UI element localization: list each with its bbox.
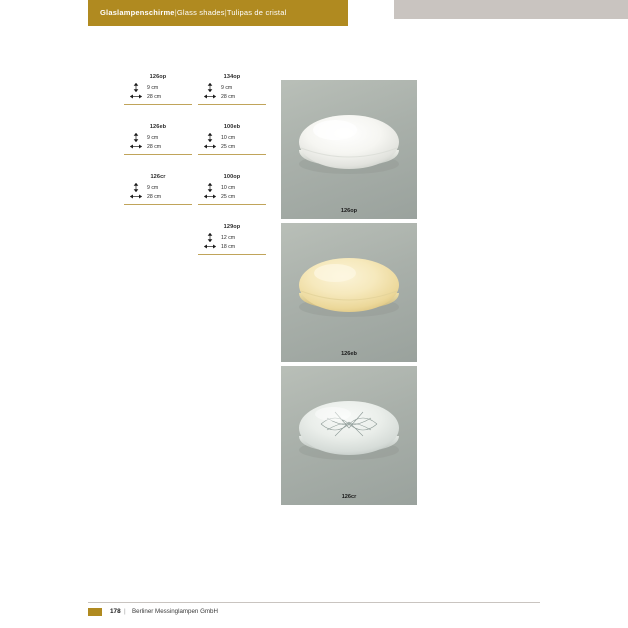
spec-code: 100op (223, 174, 241, 180)
page-title (100, 8, 286, 17)
spec-height-row (198, 233, 266, 242)
spec-width-value: 28 cm (147, 143, 162, 150)
title-separator-2: | (224, 8, 227, 17)
vertical-double-arrow-icon (204, 83, 216, 92)
spec-block (198, 124, 266, 155)
spec-block (124, 74, 192, 105)
spec-width-value: 28 cm (147, 93, 162, 100)
spec-height-value: 12 cm (221, 234, 236, 241)
footer-divider (88, 602, 540, 603)
spec-width-row (198, 142, 266, 151)
spec-width-value: 18 cm (221, 243, 236, 250)
spec-height-value: 9 cm (147, 84, 159, 91)
horizontal-double-arrow-icon (204, 192, 216, 201)
page-title-en: Glass shades (176, 8, 225, 17)
horizontal-double-arrow-icon (130, 192, 142, 201)
spec-block (198, 224, 266, 255)
white-opal-dome (281, 80, 417, 219)
page-header (0, 0, 628, 26)
vertical-double-arrow-icon (204, 133, 216, 142)
company-name: Berliner Messinglampen GmbH (132, 608, 218, 615)
spec-code: 126op (149, 74, 167, 80)
spec-block (124, 124, 192, 155)
spec-height-row (124, 183, 192, 192)
spec-code: 126eb (149, 124, 167, 130)
horizontal-double-arrow-icon (130, 142, 142, 151)
horizontal-double-arrow-icon (204, 242, 216, 251)
page-footer (0, 596, 628, 628)
spec-block (198, 174, 266, 205)
spec-height-row (124, 133, 192, 142)
spec-block (198, 74, 266, 105)
clear-etched-dome (281, 366, 417, 505)
vertical-double-arrow-icon (130, 133, 142, 142)
spec-height-row (198, 183, 266, 192)
horizontal-double-arrow-icon (204, 92, 216, 101)
page-number: 178 (110, 608, 121, 615)
page-title-es: Tulipas de cristal (226, 8, 287, 17)
spec-width-row (198, 242, 266, 251)
spec-width-value: 28 cm (147, 193, 162, 200)
spec-height-value: 9 cm (147, 134, 159, 141)
spec-code: 100eb (223, 124, 241, 130)
title-separator-1: | (174, 8, 177, 17)
spec-width-row (124, 192, 192, 201)
spec-width-value: 25 cm (221, 193, 236, 200)
spec-code: 126cr (150, 174, 166, 180)
spec-height-value: 9 cm (221, 84, 233, 91)
header-gray-band (394, 0, 628, 19)
vertical-double-arrow-icon (130, 183, 142, 192)
spec-code: 129op (223, 224, 241, 230)
spec-height-row (198, 133, 266, 142)
vertical-double-arrow-icon (130, 83, 142, 92)
spec-width-row (198, 192, 266, 201)
page-title-de: Glaslampenschirme (100, 8, 175, 17)
spec-code: 134op (223, 74, 241, 80)
product-photo (281, 223, 417, 362)
spec-width-row (198, 92, 266, 101)
spec-width-row (124, 92, 192, 101)
photo-caption: 126cr (341, 494, 357, 500)
spec-width-value: 28 cm (221, 93, 236, 100)
spec-height-row (124, 83, 192, 92)
product-photo (281, 80, 417, 219)
spec-block (124, 174, 192, 205)
spec-width-row (124, 142, 192, 151)
product-photo (281, 366, 417, 505)
spec-height-row (198, 83, 266, 92)
spec-height-value: 9 cm (147, 184, 159, 191)
photo-caption: 126eb (341, 351, 357, 357)
footer-gold-marker (88, 608, 102, 616)
horizontal-double-arrow-icon (204, 142, 216, 151)
spec-height-value: 10 cm (221, 134, 236, 141)
spec-height-value: 10 cm (221, 184, 236, 191)
photo-caption: 126op (340, 208, 358, 214)
vertical-double-arrow-icon (204, 183, 216, 192)
footer-separator: | (124, 608, 126, 615)
vertical-double-arrow-icon (204, 233, 216, 242)
spec-width-value: 25 cm (221, 143, 236, 150)
horizontal-double-arrow-icon (130, 92, 142, 101)
amber-dome (281, 223, 417, 362)
